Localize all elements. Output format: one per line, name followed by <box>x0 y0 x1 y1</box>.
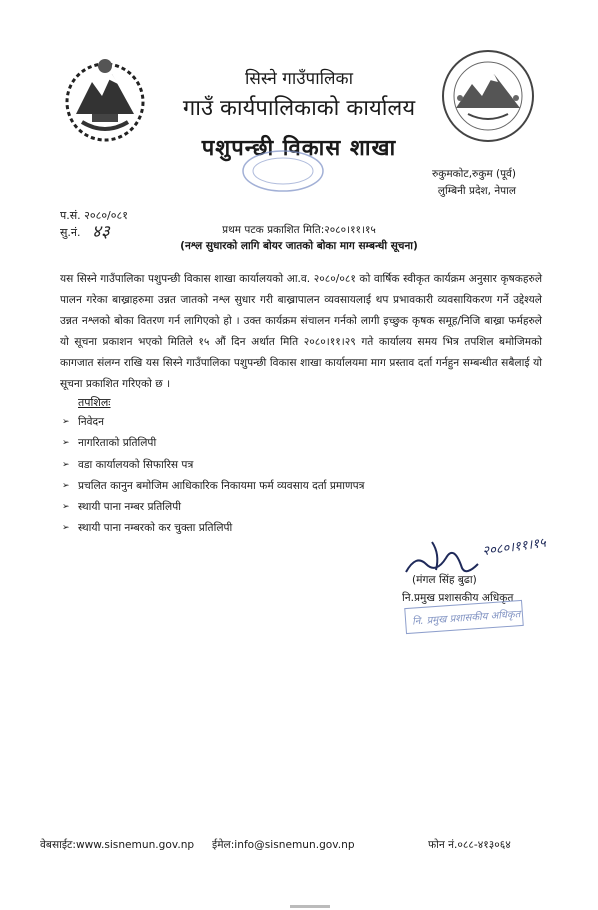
officer-stamp: नि. प्रमुख प्रशासकीय अधिकृत <box>404 600 524 634</box>
footer-phone: फोन नं.०८८-४१३०६४ <box>428 839 511 851</box>
arrow-bullet-icon: ➢ <box>62 480 70 491</box>
officer-title: नि.प्रमुख प्रशासकीय अधिकृत <box>402 592 514 604</box>
list-item: ➢ स्थायी पाना नम्बर प्रतिलिपी <box>62 497 365 518</box>
signature-date: २०८०।११।१५ <box>481 535 547 560</box>
arrow-bullet-icon: ➢ <box>62 459 70 470</box>
municipality-name: सिस्ने गाउँपालिका <box>245 69 353 89</box>
footer-website: वेबसाईट:www.sisnemun.gov.np <box>40 839 195 851</box>
arrow-bullet-icon: ➢ <box>62 502 70 513</box>
list-item: ➢ वडा कार्यालयको सिफारिस पत्र <box>62 455 365 476</box>
list-item: ➢ निवेदन <box>62 412 365 433</box>
officer-name: (मंगल सिंह बुढा) <box>412 574 477 586</box>
cn-value: ४३ <box>92 222 110 242</box>
office-name: गाउँ कार्यपालिकाको कार्यालय <box>182 96 416 121</box>
address-line-1: रुकुमकोट,रुकुम (पूर्व) <box>432 168 516 180</box>
address-line-2: लुम्बिनी प्रदेश, नेपाल <box>437 185 516 197</box>
page-edge-mark <box>290 905 330 908</box>
arrow-bullet-icon: ➢ <box>62 523 70 534</box>
notice-subject: (नश्ल सुधारको लागि बोयर जातको बोका माग सम्बन्धी सूचना) <box>180 240 418 252</box>
ps-number: प.सं. २०८०/०८१ <box>60 209 128 222</box>
details-title: तपशिलः <box>78 396 111 409</box>
details-list <box>62 412 365 540</box>
office-address <box>432 166 516 200</box>
office-stamp-icon <box>238 146 328 196</box>
notice-body: यस सिस्ने गाउँपालिका पशुपन्छी विकास शाखा कार्यालयको आ.व. २०८०/०८१ को वार्षिक स्वीकृत कार्यक्रम अनुसार कृषकहरुले पालन गरेका बाख्राहरुमा उन्नत जातको नश्ल सुधार गरी बाख्रापालन व्यवसायलाई थप प्रभावकारी व्यवसायिकरण गर्ने उद्देश्यले उन्नत नश्लको बोका वितरण गर्न लागिएको हो । उक्त कार्यक्रम संचालन गर्नको लागी इच्छुक कृषक समूह/निजि बाख्रा फर्महरुले यो सूचना प्रकाशन भएको मितिले १५ औं दिन अर्थात मिति २०८०।११।२९ गते कार्यालय समय भित्र तपशिल बमोजिमको कागजात संलग्न राखि यस सिस्ने गाउँपालिका पशुपन्छी विकास शाखा कार्यालयमा माग प्रस्ताव दर्ता गर्नहुन सम्बन्धीत सबैलाई यो सूचना प्रकाशित गरिएको छ । <box>60 273 542 390</box>
arrow-bullet-icon: ➢ <box>62 438 70 449</box>
cn-label: सु.नं. <box>60 226 81 239</box>
list-item: ➢ स्थायी पाना नम्बरको कर चुक्ता प्रतिलिपी <box>62 518 365 539</box>
footer-email: ईमेल:info@sisnemun.gov.np <box>212 839 355 851</box>
arrow-bullet-icon: ➢ <box>62 417 70 427</box>
branch-name: पशुपन्छी विकास शाखा <box>201 136 397 161</box>
published-date: प्रथम पटक प्रकाशित मिति:२०८०।११।१५ <box>222 224 376 236</box>
list-item: ➢ नागरिताको प्रतिलिपी <box>62 433 365 454</box>
list-item: ➢ प्रचलित कानुन बमोजिम आधिकारिक निकायमा फर्म व्यवसाय दर्ता प्रमाणपत्र <box>62 476 365 497</box>
